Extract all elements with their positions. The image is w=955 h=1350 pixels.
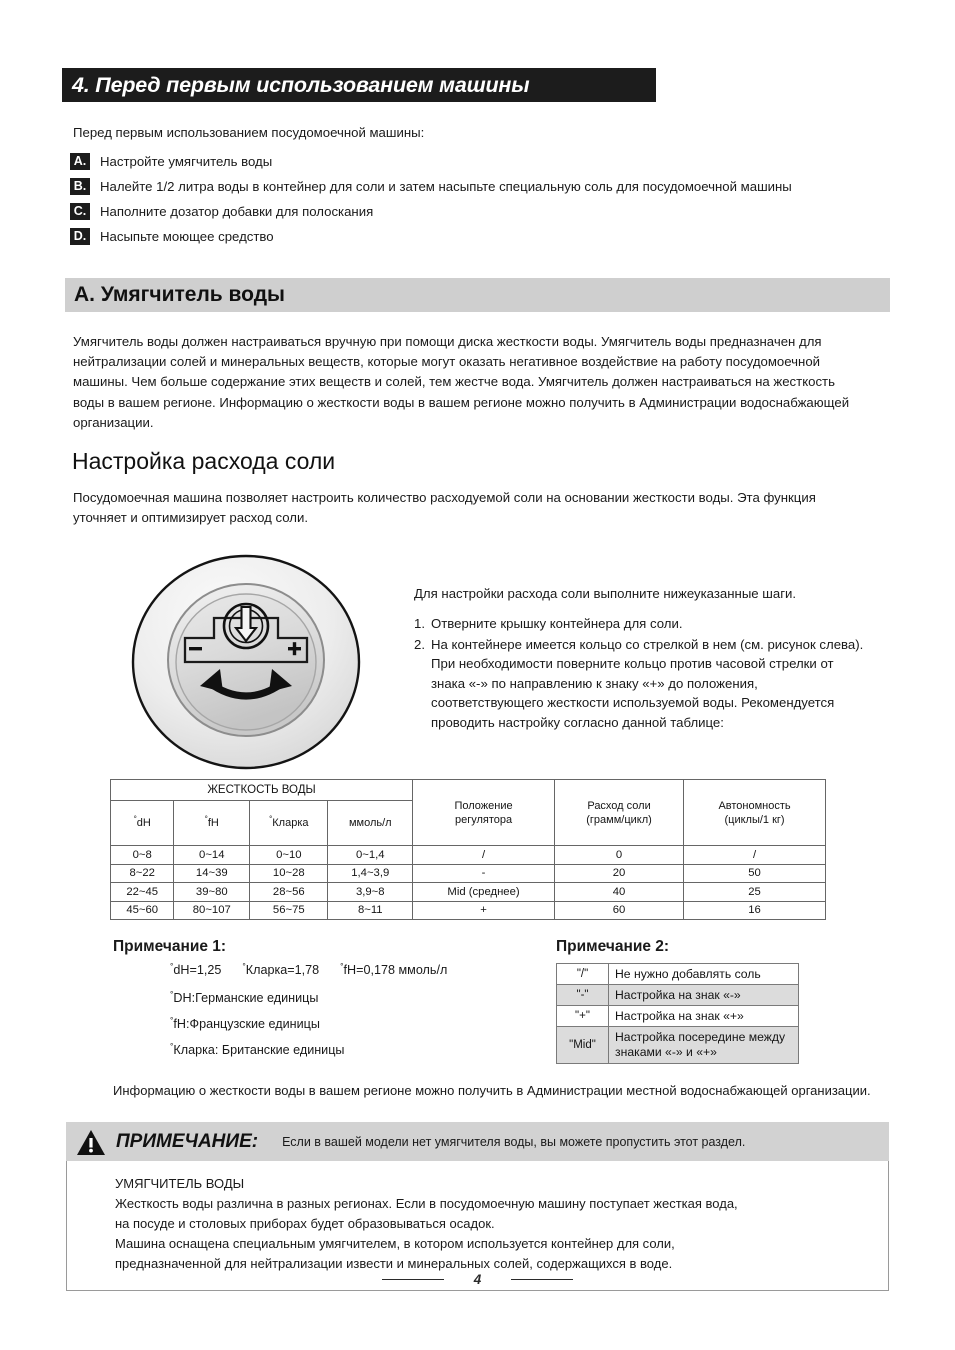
cell-fh: 80~107 — [174, 901, 250, 920]
step-text: На контейнере имеется кольцо со стрелкой в нем (см. рисунок слева). При необходимости поверните кольцо против часовой стрелки от знака «-» по направлению к знаку «+» до положения, соответствующего жесткости используемой воды. Рекомендуется проводить настройку согласно данной таблице: — [431, 636, 864, 730]
table-row — [557, 985, 799, 1006]
prerequisite-list — [70, 151, 930, 251]
note1-equivalences — [170, 960, 448, 977]
table-col-clark — [250, 801, 328, 846]
degree-symbol: ° — [269, 814, 273, 824]
cell-position: / — [413, 846, 555, 865]
note-callout-subtitle: Если в вашей модели нет умягчителя воды, вы можете пропустить этот раздел. — [282, 1134, 746, 1149]
tail-paragraph: Информацию о жесткости воды в вашем регионе можно получить в Администрации местной водоснабжающей организации. — [113, 1083, 871, 1098]
list-marker-b: B. — [70, 178, 90, 195]
chapter-title: 4. Перед первым использованием машины — [72, 72, 530, 97]
table-row — [557, 1006, 799, 1027]
note-body-line: Машина оснащена специальным умягчителем, в котором используется контейнер для соли, — [115, 1236, 675, 1251]
table-header-group-row — [111, 780, 826, 801]
list-marker-a: A. — [70, 153, 90, 170]
table-col-autonomy — [684, 780, 826, 846]
note1-equiv-clark: Кларка=1,78 — [245, 963, 320, 977]
note-body-line: предназначенной для нейтрализации извести и минеральных солей, содержащихся в воде. — [115, 1256, 673, 1271]
list-marker-c: C. — [70, 203, 90, 220]
cell-salt: 40 — [555, 883, 684, 902]
footer-rule-left — [382, 1279, 444, 1280]
cell-dh: 8~22 — [111, 864, 174, 883]
col-fh-label: fH — [207, 817, 219, 829]
dial-svg — [128, 552, 368, 777]
list-item — [70, 176, 930, 199]
cell-fh: 0~14 — [174, 846, 250, 865]
degree-symbol: ° — [133, 814, 137, 824]
degree-symbol: ° — [170, 988, 174, 999]
section-paragraph: Умягчитель воды должен настраиваться вручную при помощи диска жесткости воды. Умягчитель воды предназначен для нейтрализации солей и минеральных веществ, которые могут оказать негативное воздействие на работу посудомоечной машины. Чем больше содержание этих веществ и солей, тем жестче вода. Умягчитель должен настраиваться на жесткость воды в вашем регионе. Информацию о жесткости воды в вашем регионе можно получить в Администрации водоснабжающей организации. — [73, 334, 850, 430]
step-number: 1. — [414, 616, 425, 631]
note-callout-header — [66, 1122, 889, 1161]
cell-dh: 0~8 — [111, 846, 174, 865]
cell-position: - — [413, 864, 555, 883]
cell-salt: 20 — [555, 864, 684, 883]
list-item-text: Наполните дозатор добавки для полоскания — [100, 204, 374, 219]
note1-unit-german — [170, 988, 447, 1005]
cell-salt: 60 — [555, 901, 684, 920]
cell-autonomy: / — [684, 846, 826, 865]
col-position-line1: Положение — [454, 799, 513, 812]
legend-desc: Настройка на знак «+» — [609, 1006, 799, 1027]
cell-autonomy: 50 — [684, 864, 826, 883]
warning-triangle-icon — [76, 1129, 106, 1156]
cell-fh: 14~39 — [174, 864, 250, 883]
cell-clark: 0~10 — [250, 846, 328, 865]
steps-block — [414, 586, 866, 734]
table-row — [557, 1027, 799, 1064]
cell-mmol: 1,4~3,9 — [328, 864, 413, 883]
legend-key: "Mid" — [557, 1027, 609, 1064]
table-group-header: ЖЕСТКОСТЬ ВОДЫ — [111, 780, 413, 801]
cell-salt: 0 — [555, 846, 684, 865]
section-title: A. Умягчитель воды — [74, 283, 285, 306]
table-col-salt-usage — [555, 780, 684, 846]
cell-clark: 10~28 — [250, 864, 328, 883]
section-header-bar — [65, 278, 890, 312]
note1-unit-german-label: DH:Германские единицы — [173, 991, 319, 1005]
steps-lead-text: Для настройки расхода соли выполните нижеуказанные шаги. — [414, 586, 797, 601]
table-row — [111, 864, 826, 883]
note-body-line: УМЯГЧИТЕЛЬ ВОДЫ — [115, 1176, 245, 1191]
cell-position: Mid (среднее) — [413, 883, 555, 902]
col-autonomy-line1: Автономность — [718, 799, 791, 812]
list-item — [70, 201, 930, 224]
note1-unit-french — [170, 1014, 447, 1031]
cell-dh: 22~45 — [111, 883, 174, 902]
legend-key: "/" — [557, 964, 609, 985]
legend-desc: Настройка на знак «-» — [609, 985, 799, 1006]
cell-fh: 39~80 — [174, 883, 250, 902]
cell-autonomy: 16 — [684, 901, 826, 920]
col-salt-line1: Расход соли — [587, 799, 651, 812]
list-item-text: Налейте 1/2 литра воды в контейнер для соли и затем насыпьте специальную соль для посудомоечной машины — [100, 179, 792, 194]
table-row — [111, 883, 826, 902]
cell-autonomy: 25 — [684, 883, 826, 902]
note1-unit-french-label: fH:Французские единицы — [173, 1017, 320, 1031]
footer-rule-right — [511, 1279, 573, 1280]
subsection-heading: Настройка расхода соли — [72, 448, 336, 474]
note2-legend-table — [556, 963, 799, 1064]
cell-position: + — [413, 901, 555, 920]
degree-symbol: ° — [170, 960, 174, 971]
list-item — [70, 226, 930, 249]
note-callout-box — [66, 1122, 889, 1291]
degree-symbol: ° — [204, 814, 208, 824]
list-item — [70, 151, 930, 174]
table-col-fh — [174, 801, 250, 846]
note2-title: Примечание 2: — [556, 938, 670, 955]
table-row — [557, 964, 799, 985]
step-text: Отверните крышку контейнера для соли. — [431, 616, 683, 631]
table-col-mmol — [328, 801, 413, 846]
minus-sign-icon — [189, 647, 202, 650]
list-item-text: Настройте умягчитель воды — [100, 154, 273, 169]
legend-key: "+" — [557, 1006, 609, 1027]
degree-symbol: ° — [170, 1040, 174, 1051]
intro-lead-text: Перед первым использованием посудомоечной машины: — [73, 125, 425, 140]
cell-clark: 28~56 — [250, 883, 328, 902]
step-item — [414, 614, 866, 634]
note1-equiv-fh: fH=0,178 ммоль/л — [343, 963, 448, 977]
degree-symbol: ° — [170, 1014, 174, 1025]
note1-title: Примечание 1: — [113, 938, 227, 955]
col-clark-label: Кларка — [272, 817, 309, 829]
cell-mmol: 0~1,4 — [328, 846, 413, 865]
degree-symbol: ° — [242, 960, 246, 971]
note1-unit-british — [170, 1040, 447, 1057]
col-dh-label: dH — [136, 817, 151, 829]
col-position-line2: регулятора — [454, 813, 513, 826]
page-number: 4 — [473, 1272, 482, 1287]
list-item-text: Насыпьте моющее средство — [100, 229, 274, 244]
subsection-paragraph: Посудомоечная машина позволяет настроить количество расходуемой соли на основании жесткости воды. Эта функция уточняет и оптимизирует расход соли. — [73, 490, 816, 526]
page-footer — [0, 1272, 955, 1287]
legend-desc: Настройка посередине между знаками «-» и «+» — [609, 1027, 799, 1064]
note-callout-label: ПРИМЕЧАНИЕ: — [116, 1130, 259, 1152]
col-autonomy-line2: (циклы/1 кг) — [724, 813, 785, 826]
table-row — [111, 846, 826, 865]
table-row — [111, 901, 826, 920]
salt-dial-illustration — [128, 552, 368, 777]
col-mmol-label: ммоль/л — [348, 817, 392, 829]
legend-desc: Не нужно добавлять соль — [609, 964, 799, 985]
note-body-line: на посуде и столовых приборах будет образовываться осадок. — [115, 1216, 495, 1231]
note1-unit-british-label: Кларка: Британские единицы — [173, 1043, 345, 1057]
list-marker-d: D. — [70, 228, 90, 245]
step-item — [414, 635, 866, 733]
table-col-position — [413, 780, 555, 846]
water-hardness-table — [110, 779, 826, 920]
col-salt-line2: (грамм/цикл) — [586, 813, 652, 826]
note-body-line: Жесткость воды различна в разных регионах. Если в посудомоечную машину поступает жесткая вода, — [115, 1196, 738, 1211]
chapter-title-bar — [62, 68, 656, 102]
degree-symbol: ° — [340, 960, 344, 971]
note1-body — [170, 960, 448, 1069]
cell-dh: 45~60 — [111, 901, 174, 920]
table-col-dh — [111, 801, 174, 846]
cell-mmol: 8~11 — [328, 901, 413, 920]
legend-key: "-" — [557, 985, 609, 1006]
note1-equiv-dh: dH=1,25 — [173, 963, 222, 977]
step-number: 2. — [414, 636, 425, 652]
cell-mmol: 3,9~8 — [328, 883, 413, 902]
cell-clark: 56~75 — [250, 901, 328, 920]
